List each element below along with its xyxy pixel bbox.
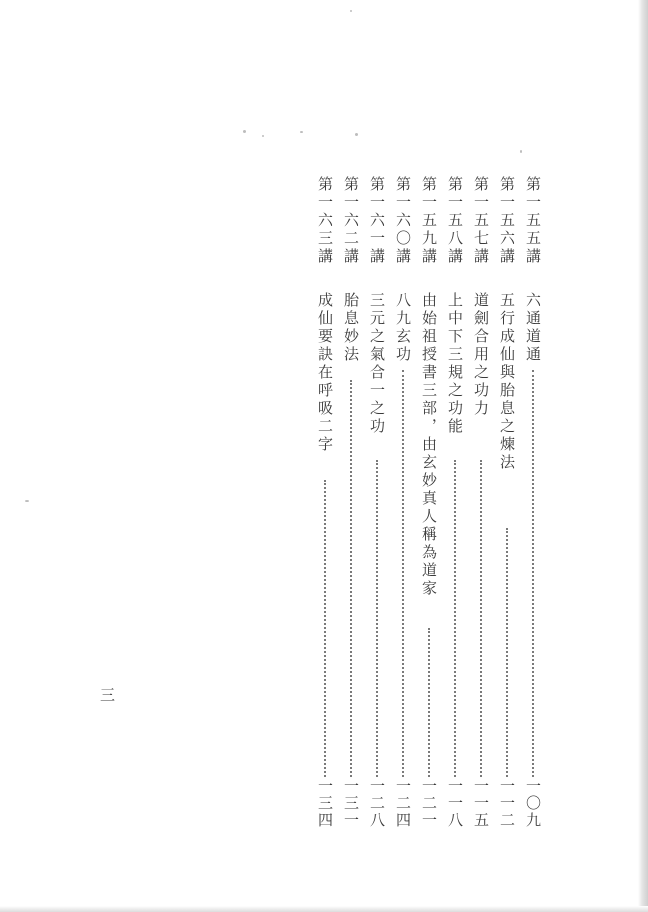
page-edge-shadow xyxy=(638,0,648,912)
toc-page-number: 一二四 xyxy=(394,778,412,829)
toc-entry-title: 胎息妙法 xyxy=(342,292,360,364)
scan-speck xyxy=(243,130,246,133)
toc-entry xyxy=(522,170,544,835)
toc-chapter-number: 第一五八講 xyxy=(446,176,464,266)
toc-entry-title: 道劍合用之功力 xyxy=(472,292,490,418)
dot-leader xyxy=(480,460,482,777)
toc-entry xyxy=(314,170,336,835)
toc-chapter-number: 第一五五講 xyxy=(524,176,542,266)
dot-leader xyxy=(376,460,378,777)
scan-speck xyxy=(350,10,352,12)
toc-entry-title: 成仙要訣在呼吸二字 xyxy=(316,292,334,454)
toc-entry xyxy=(340,170,362,835)
toc-page-number: 一一五 xyxy=(472,778,490,829)
scan-speck xyxy=(355,133,358,136)
page-bottom-edge xyxy=(0,906,648,912)
toc-page-number: 一〇九 xyxy=(524,778,542,829)
toc-chapter-number: 第一六一講 xyxy=(368,176,386,266)
scan-speck xyxy=(300,131,303,133)
scan-speck xyxy=(262,135,264,137)
toc-page-number: 一三一 xyxy=(342,778,360,829)
toc-page-number: 一三四 xyxy=(316,778,334,829)
dot-leader xyxy=(532,370,534,777)
toc-chapter-number: 第一六三講 xyxy=(316,176,334,266)
dot-leader xyxy=(454,460,456,777)
toc-entry-title: 五行成仙與胎息之煉法 xyxy=(498,292,516,472)
dot-leader xyxy=(324,480,326,777)
toc-entry-title: 上中下三規之功能 xyxy=(446,292,464,436)
toc-entry-title: 六通道通 xyxy=(524,292,542,364)
toc-entry xyxy=(392,170,414,835)
toc-entry-title: 由始祖授書三部，由玄妙真人稱為道家 xyxy=(420,292,438,598)
table-of-contents xyxy=(300,170,560,835)
folio-page-number: 三 xyxy=(100,686,118,704)
toc-chapter-number: 第一六二講 xyxy=(342,176,360,266)
toc-entry xyxy=(444,170,466,835)
dot-leader xyxy=(402,370,404,777)
toc-chapter-number: 第一五六講 xyxy=(498,176,516,266)
scan-speck xyxy=(520,150,522,153)
toc-page-number: 一一二 xyxy=(498,778,516,829)
scan-speck xyxy=(25,500,29,502)
toc-entry xyxy=(496,170,518,835)
dot-leader xyxy=(350,380,352,777)
dot-leader xyxy=(506,528,508,777)
dot-leader xyxy=(428,628,430,777)
toc-chapter-number: 第一六〇講 xyxy=(394,176,412,266)
toc-page-number: 一二八 xyxy=(368,778,386,829)
toc-entry-title: 三元之氣合一之功 xyxy=(368,292,386,436)
toc-chapter-number: 第一五七講 xyxy=(472,176,490,266)
toc-chapter-number: 第一五九講 xyxy=(420,176,438,266)
toc-entry xyxy=(366,170,388,835)
toc-entry xyxy=(470,170,492,835)
toc-entry xyxy=(418,170,440,835)
toc-page-number: 一二一 xyxy=(420,778,438,829)
toc-page-number: 一一八 xyxy=(446,778,464,829)
toc-entry-title: 八九玄功 xyxy=(394,292,412,364)
